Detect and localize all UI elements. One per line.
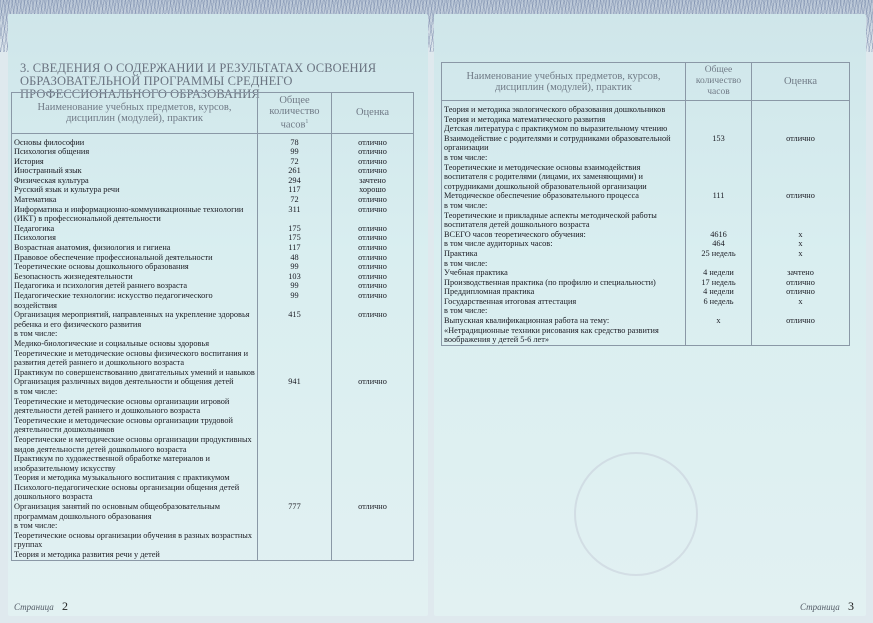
cell-grade: x	[752, 230, 850, 240]
cell-name: Теоретические и методические основы физического воспитания и развития детей раннего и дошкольного возраста	[12, 349, 258, 368]
cell-grade	[332, 435, 414, 454]
cell-name: Правовое обеспечение профессиональной деятельности	[12, 253, 258, 263]
cell-grade	[332, 550, 414, 560]
cell-hours: 175	[258, 224, 332, 234]
cell-name: Методическое обеспечение образовательного процесса	[442, 191, 686, 201]
cell-hours: 415	[258, 310, 332, 329]
table-row	[442, 191, 850, 201]
table-row	[12, 157, 414, 167]
cell-name: Практикум по совершенствованию двигательных умений и навыков	[12, 368, 258, 378]
table-row	[12, 339, 414, 349]
page-title: 3. СВЕДЕНИЯ О СОДЕРЖАНИИ И РЕЗУЛЬТАТАХ ОСВОЕНИЯ ОБРАЗОВАТЕЛЬНОЙ ПРОГРАММЫ СРЕДНЕГО ПРОФЕССИОНАЛЬНОГО ОБРАЗОВАНИЯ	[20, 61, 377, 101]
cell-grade: отлично	[752, 316, 850, 326]
cell-grade	[752, 163, 850, 192]
cell-name: Физическая культура	[12, 176, 258, 186]
cell-hours	[258, 387, 332, 397]
cell-hours: 4616	[686, 230, 752, 240]
faint-seal	[574, 452, 698, 576]
cell-hours: 941	[258, 377, 332, 387]
table-row	[12, 416, 414, 435]
header-grade: Оценка	[752, 63, 850, 101]
cell-hours	[258, 339, 332, 349]
table-row	[12, 224, 414, 234]
cell-hours: 72	[258, 157, 332, 167]
cell-hours	[686, 211, 752, 230]
cell-name: История	[12, 157, 258, 167]
cell-name: Иностранный язык	[12, 166, 258, 176]
cell-grade: отлично	[752, 287, 850, 297]
table-row	[12, 329, 414, 339]
cell-grade: отлично	[332, 205, 414, 224]
cell-grade	[752, 115, 850, 125]
cell-hours	[258, 435, 332, 454]
table-row	[442, 163, 850, 192]
cell-name: Теоретические и прикладные аспекты методической работы воспитателя детей дошкольного возраста	[442, 211, 686, 230]
table-row	[12, 262, 414, 272]
cell-name: Теоретические и методические основы организации продуктивных видов деятельности детей дошкольного возраста	[12, 435, 258, 454]
cell-name: в том числе:	[442, 201, 686, 211]
cell-name: Преддипломная практика	[442, 287, 686, 297]
cell-name: Русский язык и культура речи	[12, 185, 258, 195]
table-row	[12, 435, 414, 454]
table-row	[442, 239, 850, 249]
cell-name: Психология	[12, 233, 258, 243]
cell-hours	[686, 101, 752, 115]
cell-grade: отлично	[332, 377, 414, 387]
cell-name: Теория и методика экологического образования дошкольников	[442, 101, 686, 115]
cell-name: Теоретические и методические основы взаимодействия воспитателя с родителями (лицами, их заменяющими) и сотрудниками дошкольной образовательной организации	[442, 163, 686, 192]
cell-grade	[752, 306, 850, 316]
cell-hours	[258, 368, 332, 378]
table-row	[12, 176, 414, 186]
table-row	[12, 397, 414, 416]
page-number: 2	[61, 599, 68, 613]
cell-name: Государственная итоговая аттестация	[442, 297, 686, 307]
cell-grade	[752, 153, 850, 163]
cell-name: Медико-биологические и социальные основы здоровья	[12, 339, 258, 349]
cell-name: Практикум по художественной обработке материалов и изобразительному искусству	[12, 454, 258, 473]
cell-hours	[258, 397, 332, 416]
cell-grade	[332, 368, 414, 378]
cell-hours	[686, 153, 752, 163]
cell-hours	[686, 115, 752, 125]
cell-name: в том числе:	[442, 153, 686, 163]
table-row	[12, 502, 414, 521]
table-row	[12, 483, 414, 502]
header-grade: Оценка	[332, 93, 414, 134]
cell-hours	[686, 163, 752, 192]
cell-name: Теоретические основы дошкольного образования	[12, 262, 258, 272]
footer-label: Страница	[800, 602, 840, 612]
cell-name: Педагогика	[12, 224, 258, 234]
table-row	[12, 233, 414, 243]
cell-hours: 111	[686, 191, 752, 201]
table-row	[12, 349, 414, 368]
table-row	[442, 268, 850, 278]
cell-name: Организация мероприятий, направленных на укрепление здоровья ребенка и его физического развития	[12, 310, 258, 329]
cell-grade	[332, 416, 414, 435]
table-row	[12, 147, 414, 157]
cell-name: Организация различных видов деятельности и общения детей	[12, 377, 258, 387]
table-row	[442, 249, 850, 259]
cell-hours: 25 недель	[686, 249, 752, 259]
cell-grade: отлично	[332, 272, 414, 282]
cell-name: в том числе:	[442, 306, 686, 316]
cell-hours	[686, 201, 752, 211]
cell-hours: 261	[258, 166, 332, 176]
table-row	[12, 205, 414, 224]
cell-hours	[258, 349, 332, 368]
cell-grade: отлично	[752, 278, 850, 288]
page-left	[8, 14, 428, 616]
table-row	[12, 281, 414, 291]
cell-grade	[752, 201, 850, 211]
table-row	[12, 454, 414, 473]
page-right	[434, 14, 866, 616]
cell-name: Теоретические основы организации обучения в разных возрастных группах	[12, 531, 258, 550]
table-row	[12, 473, 414, 483]
cell-grade	[332, 483, 414, 502]
cell-hours: 117	[258, 185, 332, 195]
cell-name: Организация занятий по основным общеобразовательным программам дошкольного образования	[12, 502, 258, 521]
cell-grade	[332, 473, 414, 483]
header-hours: Общее количество часов	[686, 63, 752, 101]
cell-grade	[332, 349, 414, 368]
table-row	[442, 201, 850, 211]
cell-hours: 78	[258, 133, 332, 147]
cell-hours: 464	[686, 239, 752, 249]
cell-hours: 72	[258, 195, 332, 205]
cell-hours	[258, 521, 332, 531]
cell-hours: 4 недели	[686, 287, 752, 297]
table-row	[442, 101, 850, 115]
table-row	[12, 387, 414, 397]
cell-hours: 99	[258, 147, 332, 157]
cell-grade: отлично	[332, 166, 414, 176]
cell-grade: x	[752, 249, 850, 259]
cell-hours: 4 недели	[686, 268, 752, 278]
table-row	[12, 166, 414, 176]
cell-hours	[258, 531, 332, 550]
cell-hours	[686, 259, 752, 269]
table-row	[442, 153, 850, 163]
table-row	[442, 316, 850, 326]
cell-grade	[332, 339, 414, 349]
cell-name: ВСЕГО часов теоретического обучения:	[442, 230, 686, 240]
subjects-table-left	[11, 92, 414, 561]
cell-hours	[686, 306, 752, 316]
cell-name: Теория и методика развития речи у детей	[12, 550, 258, 560]
cell-hours: 48	[258, 253, 332, 263]
cell-grade: отлично	[752, 191, 850, 201]
table-row	[12, 185, 414, 195]
cell-name: Психолого-педагогические основы организации общения детей дошкольного возраста	[12, 483, 258, 502]
table-row	[12, 133, 414, 147]
table-row	[12, 243, 414, 253]
cell-grade	[332, 531, 414, 550]
table-row	[442, 211, 850, 230]
cell-name: Возрастная анатомия, физиология и гигиена	[12, 243, 258, 253]
cell-grade	[752, 101, 850, 115]
table-row	[442, 230, 850, 240]
cell-hours	[258, 416, 332, 435]
cell-grade: отлично	[332, 157, 414, 167]
cell-grade	[752, 124, 850, 134]
table-row	[442, 287, 850, 297]
cell-name: «Нетрадиционные техники рисования как средство развития воображения у детей 5-6 лет»	[442, 326, 686, 346]
cell-name: Теоретические и методические основы организации игровой деятельности детей раннего и дошкольного возраста	[12, 397, 258, 416]
cell-grade: отлично	[332, 147, 414, 157]
header-hours-note: 1	[305, 119, 309, 125]
cell-hours: 99	[258, 281, 332, 291]
cell-name: Теория и методика музыкального воспитания с практикумом	[12, 473, 258, 483]
table-row	[12, 531, 414, 550]
cell-grade: отлично	[332, 133, 414, 147]
cell-grade: отлично	[332, 262, 414, 272]
cell-grade: отлично	[332, 281, 414, 291]
cell-grade: x	[752, 297, 850, 307]
table-row	[12, 368, 414, 378]
footer-label: Страница	[14, 602, 54, 612]
table-row	[442, 306, 850, 316]
cell-hours: 17 недель	[686, 278, 752, 288]
cell-grade: отлично	[332, 502, 414, 521]
cell-hours	[258, 473, 332, 483]
cell-hours: 99	[258, 262, 332, 272]
cell-name: в том числе аудиторных часов:	[442, 239, 686, 249]
cell-grade	[752, 211, 850, 230]
cell-grade: отлично	[332, 243, 414, 253]
cell-grade: хорошо	[332, 185, 414, 195]
table-row	[442, 259, 850, 269]
cell-hours: 153	[686, 134, 752, 153]
cell-grade	[332, 329, 414, 339]
cell-grade: отлично	[332, 224, 414, 234]
cell-hours: 103	[258, 272, 332, 282]
cell-grade: отлично	[332, 253, 414, 263]
table-row	[442, 278, 850, 288]
cell-name: Выпускная квалификационная работа на тему:	[442, 316, 686, 326]
cell-grade: отлично	[332, 233, 414, 243]
cell-hours	[686, 326, 752, 346]
cell-hours	[258, 550, 332, 560]
cell-grade: отлично	[752, 134, 850, 153]
cell-name: Педагогические технологии: искусство педагогического воздействия	[12, 291, 258, 310]
cell-grade	[332, 521, 414, 531]
table-row	[12, 253, 414, 263]
cell-hours: 311	[258, 205, 332, 224]
cell-name: Взаимодействие с родителями и сотрудниками образовательной организации	[442, 134, 686, 153]
cell-grade: отлично	[332, 310, 414, 329]
cell-grade: x	[752, 239, 850, 249]
cell-grade: отлично	[332, 195, 414, 205]
cell-grade	[332, 387, 414, 397]
cell-name: Практика	[442, 249, 686, 259]
cell-name: Производственная практика (по профилю и специальности)	[442, 278, 686, 288]
cell-name: в том числе:	[12, 521, 258, 531]
table-row	[12, 521, 414, 531]
table-row	[12, 291, 414, 310]
table-row	[12, 310, 414, 329]
table-row	[12, 272, 414, 282]
cell-hours: 99	[258, 291, 332, 310]
page-footer-left	[14, 599, 68, 614]
table-row	[442, 115, 850, 125]
table-row	[12, 195, 414, 205]
cell-hours: 117	[258, 243, 332, 253]
cell-hours: x	[686, 316, 752, 326]
table-row	[442, 124, 850, 134]
cell-hours	[258, 329, 332, 339]
cell-hours: 777	[258, 502, 332, 521]
cell-name: в том числе:	[442, 259, 686, 269]
cell-name: в том числе:	[12, 329, 258, 339]
table-row	[442, 134, 850, 153]
cell-name: Детская литература с практикумом по выразительному чтению	[442, 124, 686, 134]
cell-name: Теоретические и методические основы организации трудовой деятельности дошкольников	[12, 416, 258, 435]
header-hours: Общее количество часов$^1$	[258, 93, 332, 134]
page-number: 3	[848, 599, 854, 613]
cell-grade	[752, 326, 850, 346]
cell-hours: 175	[258, 233, 332, 243]
cell-grade	[332, 397, 414, 416]
cell-grade	[332, 454, 414, 473]
cell-name: Информатика и информационно-коммуникационные технологии (ИКТ) в профессиональной деятельности	[12, 205, 258, 224]
cell-name: Психология общения	[12, 147, 258, 157]
table-row	[12, 550, 414, 560]
cell-hours	[258, 454, 332, 473]
table-row	[442, 297, 850, 307]
cell-grade	[752, 259, 850, 269]
cell-grade: зачтено	[752, 268, 850, 278]
header-name: Наименование учебных предметов, курсов, дисциплин (модулей), практик	[12, 93, 258, 134]
cell-hours: 294	[258, 176, 332, 186]
cell-name: Учебная практика	[442, 268, 686, 278]
table-row	[442, 326, 850, 346]
cell-hours: 6 недель	[686, 297, 752, 307]
cell-grade: отлично	[332, 291, 414, 310]
cell-name: в том числе:	[12, 387, 258, 397]
cell-hours	[686, 124, 752, 134]
cell-name: Математика	[12, 195, 258, 205]
table-row	[12, 377, 414, 387]
subjects-table-right	[441, 62, 850, 346]
cell-grade: зачтено	[332, 176, 414, 186]
cell-name: Основы философии	[12, 133, 258, 147]
page-footer-right	[800, 599, 854, 614]
cell-name: Педагогика и психология детей раннего возраста	[12, 281, 258, 291]
cell-name: Теория и методика математического развития	[442, 115, 686, 125]
cell-name: Безопасность жизнедеятельности	[12, 272, 258, 282]
header-name: Наименование учебных предметов, курсов, дисциплин (модулей), практик	[442, 63, 686, 101]
cell-hours	[258, 483, 332, 502]
